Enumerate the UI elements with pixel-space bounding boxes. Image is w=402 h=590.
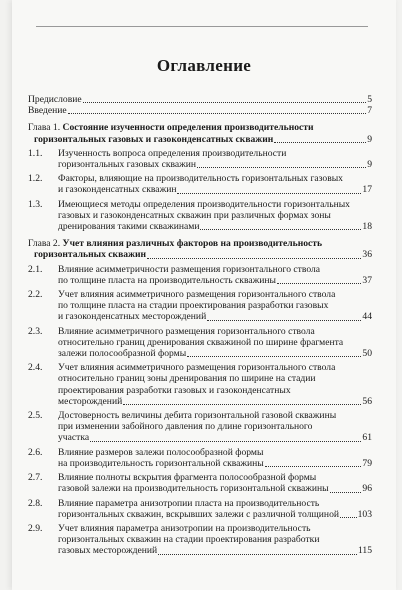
section-title-line: Влияние асимметричного размещения горизонтального ствола [58, 325, 315, 337]
section-title: месторождений [58, 395, 123, 407]
chapter-2-sections [28, 264, 372, 557]
toc-page-number: 79 [362, 457, 372, 469]
section-title-line [58, 545, 372, 556]
toc-chapter-2 [28, 238, 372, 260]
chapter-title-line [28, 249, 372, 260]
section-number: 2.9. [28, 522, 43, 534]
toc-page-number: 18 [362, 221, 372, 233]
section-body [58, 173, 372, 195]
section-title: горизонтальных газовых скважин [58, 159, 197, 171]
section-title-line: Имеющиеся методы определения производительности горизонтальных [58, 198, 350, 210]
leader-dots [200, 229, 361, 230]
page-rule [36, 26, 368, 27]
section-title: дренирования такими скважинами [58, 221, 200, 233]
toc-page-number: 61 [362, 432, 372, 444]
section-number: 2.7. [28, 472, 43, 484]
chapter-title: Учет влияния различных факторов на производительность [62, 238, 323, 250]
toc-section [28, 199, 372, 233]
section-title-line [58, 311, 372, 322]
toc-page-number: 17 [362, 184, 372, 196]
toc-section [28, 173, 372, 195]
chapter-1-sections [28, 148, 372, 232]
section-title-line [58, 483, 372, 494]
section-title-line: по толщине пласта на стадии проектирования разработки газовых [58, 300, 329, 312]
section-number: 2.3. [28, 325, 43, 337]
section-body [58, 289, 372, 323]
leader-dots [207, 320, 361, 321]
section-title-line: Учет влияния параметра анизотропии на производительность [58, 522, 311, 534]
toc-entry-preface [28, 94, 372, 105]
toc-page-number: 7 [367, 105, 372, 117]
chapter-title-line [28, 122, 372, 133]
toc-page-number: 5 [367, 94, 372, 105]
section-title-line: относительно границ дренирования скважиной по ширине фрагмента [58, 336, 344, 348]
toc-section [28, 447, 372, 469]
section-title: горизонтальных скважин, вскрывших залежи с различной толщиной [58, 508, 339, 520]
leader-dots [147, 258, 361, 259]
section-number: 1.3. [28, 198, 43, 210]
leader-dots [274, 142, 366, 143]
section-body [58, 447, 372, 469]
section-body [58, 199, 372, 233]
leader-dots [83, 102, 367, 103]
section-title-line: Влияние параметра анизотропии пласта на производительность [58, 497, 320, 509]
chapter-title: горизонтальных скважин [34, 249, 147, 261]
section-body [58, 326, 372, 360]
toc-section [28, 362, 372, 407]
toc-page-number: 44 [362, 311, 372, 323]
section-title-line: горизонтальных скважин на стадии проектирования разработки [58, 534, 320, 546]
leader-dots [330, 492, 362, 493]
leader-dots [90, 441, 361, 442]
book-page [12, 0, 396, 590]
section-title: залежи полосообразной формы [58, 348, 187, 360]
section-number: 2.4. [28, 362, 43, 374]
toc-section [28, 289, 372, 323]
section-title: и газоконденсатных скважин [58, 184, 177, 196]
section-body [58, 410, 372, 444]
section-title-line [58, 432, 372, 443]
section-title-line: Изученность вопроса определения производительности [58, 147, 287, 159]
toc-section [28, 523, 372, 557]
leader-dots [197, 167, 366, 168]
section-number: 2.6. [28, 446, 43, 458]
section-title-line: Влияние асимметричности размещения горизонтального ствола [58, 263, 321, 275]
section-title-line: Учет влияния асимметричного размещения горизонтального ствола [58, 289, 336, 301]
chapter-title: Состояние изученности определения производительности [62, 122, 314, 134]
section-title-line: Влияние полноты вскрытия фрагмента полосообразной формы [58, 472, 317, 484]
leader-dots [265, 466, 362, 467]
leader-dots [158, 554, 357, 555]
section-title-line [58, 159, 372, 170]
toc-page-number: 103 [357, 508, 372, 520]
leader-dots [177, 193, 361, 194]
chapter-title: горизонтальных газовых и газоконденсатных скважин [34, 133, 274, 145]
toc-page-number: 9 [367, 159, 372, 171]
leader-dots [123, 404, 361, 405]
toc-page-number: 96 [362, 483, 372, 495]
section-number: 2.2. [28, 289, 43, 301]
toc-section [28, 148, 372, 170]
section-title: на производительность горизонтальной скважины [58, 457, 264, 469]
toc-entry-label: Введение [28, 105, 67, 117]
toc-chapter-1 [28, 122, 372, 144]
chapter-number: Глава 1. [28, 122, 61, 134]
section-number: 1.2. [28, 173, 43, 185]
section-body [58, 523, 372, 557]
leader-dots [277, 283, 361, 284]
section-title-line: при изменении забойного давления по длине горизонтального [58, 421, 313, 433]
section-number: 2.1. [28, 263, 43, 275]
chapter-number: Глава 2. [28, 238, 61, 250]
section-title: по толщине пласта на производительность скважины [58, 274, 276, 286]
section-title: газовой залежи на производительность горизонтальной скважины [58, 483, 329, 495]
section-number: 2.8. [28, 497, 43, 509]
section-title-line [58, 348, 372, 359]
toc-entry-intro [28, 105, 372, 116]
section-number: 2.5. [28, 410, 43, 422]
section-title-line [58, 221, 372, 232]
section-title: газовых месторождений [58, 545, 158, 557]
section-title-line: Факторы, влияющие на производительность горизонтальных газовых [58, 173, 343, 185]
toc-page-number: 37 [362, 274, 372, 286]
leader-dots [340, 517, 357, 518]
toc-section [28, 498, 372, 520]
section-title-line [58, 275, 372, 286]
leader-dots [68, 113, 367, 114]
section-body [58, 148, 372, 170]
toc-page-number: 56 [362, 395, 372, 407]
toc-entry-label: Предисловие [28, 94, 82, 105]
section-title-line: газовых и газоконденсатных скважин при различных формах зоны [58, 209, 331, 221]
section-body [58, 264, 372, 286]
section-title: участка [58, 432, 90, 444]
section-title: и газоконденсатных месторождений [58, 311, 207, 323]
section-body [58, 472, 372, 494]
section-title-line: Учет влияния асимметричного размещения горизонтального ствола [58, 362, 336, 374]
section-title-line [58, 396, 372, 407]
section-title-line [58, 458, 372, 469]
toc-page-number: 9 [367, 133, 372, 145]
section-title-line [58, 184, 372, 195]
page-title: Оглавление [156, 56, 252, 75]
section-number: 1.1. [28, 147, 43, 159]
section-title-line: Влияние размеров залежи полосообразной формы [58, 446, 264, 458]
toc-section [28, 326, 372, 360]
section-title-line: проектирования разработки газовых и газоконденсатных [58, 384, 291, 396]
section-title-line: Достоверность величины дебита горизонтальной газовой скважины [58, 410, 337, 422]
leader-dots [187, 356, 361, 357]
section-title-line [58, 509, 372, 520]
toc-section [28, 264, 372, 286]
section-body [58, 362, 372, 407]
toc-section [28, 472, 372, 494]
section-body [58, 498, 372, 520]
section-title-line: относительно границ зоны дренирования по ширине на стадии [58, 373, 316, 385]
toc-page-number: 36 [362, 249, 372, 261]
chapter-title-line [28, 238, 372, 249]
toc-page-number: 50 [362, 348, 372, 360]
toc-page-number: 115 [357, 545, 372, 557]
table-of-contents [28, 94, 372, 560]
chapter-title-line [28, 134, 372, 145]
toc-section [28, 410, 372, 444]
